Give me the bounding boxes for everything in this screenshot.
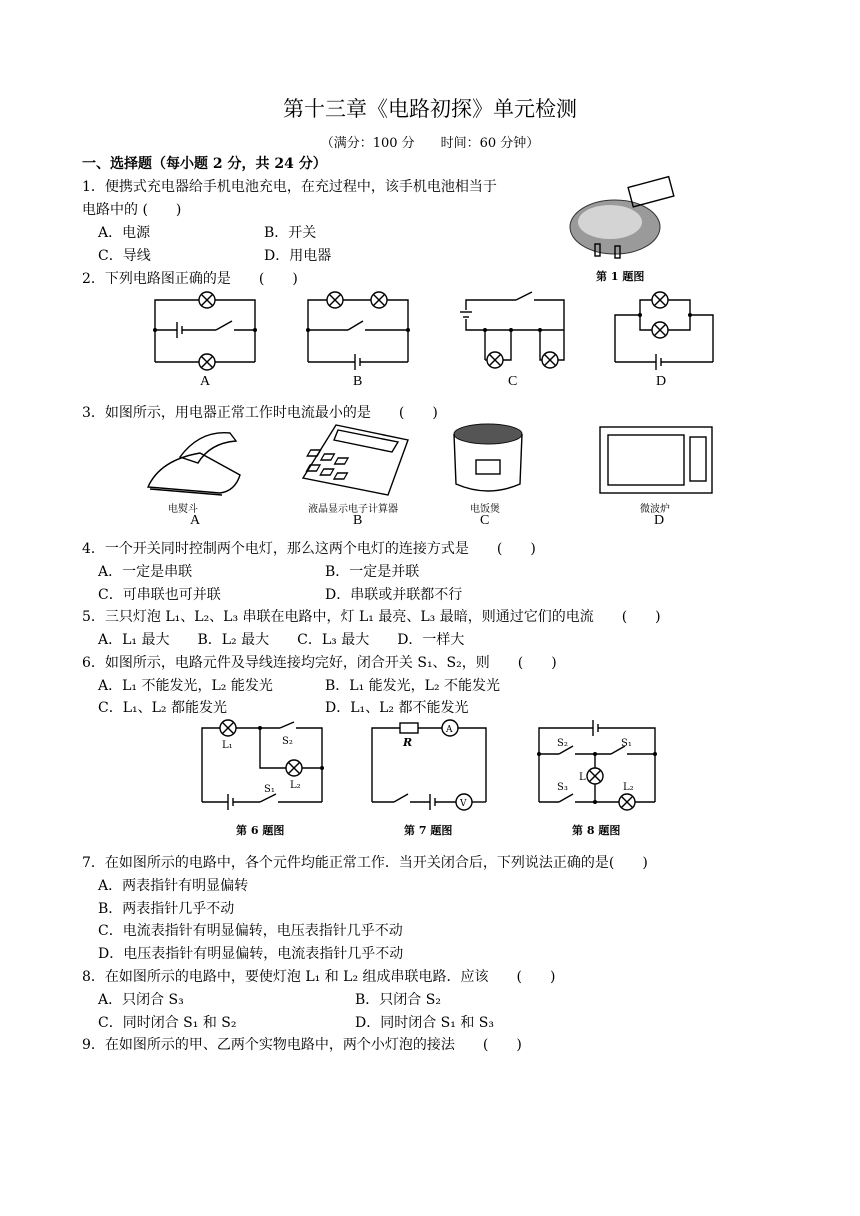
fig6-s2-label: S₂ <box>282 736 293 747</box>
q8-stem: 8．在如图所示的电路中，要使灯泡 L₁ 和 L₂ 组成串联电路．应该 ( ) <box>82 969 556 985</box>
q3-item-d-name: 微波炉 <box>640 504 670 515</box>
q2-circuit-c <box>456 290 576 370</box>
q2-label-b: B <box>353 374 363 389</box>
q7-option-d: D．电压表指针有明显偏转，电流表指针几乎不动 <box>98 946 404 962</box>
fig8-s3-label: S₃ <box>557 782 568 793</box>
q1-option-a: A．电源 <box>98 225 151 241</box>
q8-option-d: D．同时闭合 S₁ 和 S₃ <box>355 1015 494 1031</box>
fig7-circuit <box>368 718 493 810</box>
q3-item-c-letter: C <box>480 513 490 528</box>
fig6-caption: 第 6 题图 <box>236 824 285 837</box>
q2-stem: 2．下列电路图正确的是 ( ) <box>82 271 298 287</box>
fig6-l1-label: L₁ <box>222 740 233 751</box>
q4-option-b: B．一定是并联 <box>325 564 420 580</box>
q4-option-a: A．一定是串联 <box>98 564 193 580</box>
q2-circuit-d <box>610 290 720 370</box>
q6-stem: 6．如图所示，电路元件及导线连接均完好，闭合开关 S₁、S₂，则 ( ) <box>82 655 557 671</box>
q2-label-d: D <box>656 374 667 389</box>
q1-stem-line1: 1．便携式充电器给手机电池充电，在充过程中，该手机电池相当于 <box>82 179 497 195</box>
q6-option-b: B．L₁ 能发光，L₂ 不能发光 <box>325 678 501 694</box>
q1-option-b: B．开关 <box>264 225 317 241</box>
fig8-s1-label: S₁ <box>621 738 632 749</box>
q1-stem-line2: 电路中的 ( ) <box>82 202 182 218</box>
section-heading: 一、选择题（每小题 2 分，共 24 分） <box>82 156 327 172</box>
q4-option-d: D．串联或并联都不行 <box>325 587 463 603</box>
q6-option-d: D．L₁、L₂ 都不能发光 <box>325 700 469 716</box>
electric-iron-image <box>140 425 250 500</box>
q8-option-a: A．只闭合 S₃ <box>98 992 184 1008</box>
q4-option-c: C．可串联也可并联 <box>98 587 221 603</box>
calculator-image <box>298 420 413 500</box>
fig7-voltmeter-label: V <box>460 799 467 809</box>
charger-image <box>560 172 680 262</box>
q2-label-a: A <box>200 374 211 389</box>
q1-option-c: C．导线 <box>98 248 151 264</box>
q3-item-a-name: 电熨斗 <box>168 504 198 515</box>
q8-option-b: B．只闭合 S₂ <box>355 992 441 1008</box>
q7-option-a: A．两表指针有明显偏转 <box>98 878 249 894</box>
fig7-ammeter-label: A <box>446 725 453 735</box>
fig6-s1-label: S₁ <box>264 784 275 795</box>
q2-circuit-b <box>303 290 413 370</box>
page-subtitle: （满分：100 分 时间：60 分钟） <box>320 136 540 151</box>
fig6-circuit <box>198 718 328 810</box>
q3-item-c-name: 电饭煲 <box>470 504 500 515</box>
q8-option-c: C．同时闭合 S₁ 和 S₂ <box>98 1015 237 1031</box>
rice-cooker-image <box>448 420 528 498</box>
fig7-caption: 第 7 题图 <box>404 824 453 837</box>
q2-label-c: C <box>508 374 518 389</box>
q2-circuit-a <box>150 290 260 370</box>
fig8-caption: 第 8 题图 <box>572 824 621 837</box>
fig6-l2-label: L₂ <box>290 780 301 791</box>
q7-option-b: B．两表指针几乎不动 <box>98 901 235 917</box>
q3-stem: 3．如图所示，用电器正常工作时电流最小的是 ( ) <box>82 405 438 421</box>
q6-option-c: C．L₁、L₂ 都能发光 <box>98 700 227 716</box>
fig8-l-label: L <box>579 772 586 783</box>
q1-option-d: D．用电器 <box>264 248 332 264</box>
q4-stem: 4．一个开关同时控制两个电灯，那么这两个电灯的连接方式是 ( ) <box>82 541 536 557</box>
q3-item-a-letter: A <box>190 513 201 528</box>
microwave-image <box>598 425 716 495</box>
fig8-circuit <box>535 718 660 810</box>
fig8-l2-label: L₂ <box>623 782 634 793</box>
q3-item-b-letter: B <box>353 513 363 528</box>
q6-option-a: A．L₁ 不能发光，L₂ 能发光 <box>98 678 273 694</box>
fig8-s2-label: S₂ <box>557 738 568 749</box>
q9-stem: 9．在如图所示的甲、乙两个实物电路中，两个小灯泡的接法 ( ) <box>82 1037 522 1053</box>
fig7-r-label: R <box>403 736 413 749</box>
q7-stem: 7．在如图所示的电路中，各个元件均能正常工作．当开关闭合后，下列说法正确的是( ) <box>82 855 648 871</box>
q3-item-b-name: 液晶显示电子计算器 <box>308 504 398 515</box>
q5-stem: 5．三只灯泡 L₁、L₂、L₃ 串联在电路中，灯 L₁ 最亮、L₃ 最暗，则通过它们的电流 ( ) <box>82 609 661 625</box>
q7-option-c: C．电流表指针有明显偏转，电压表指针几乎不动 <box>98 923 403 939</box>
q5-options: A．L₁ 最大 B．L₂ 最大 C．L₃ 最大 D．一样大 <box>98 632 465 648</box>
q3-item-d-letter: D <box>654 513 665 528</box>
q1-figure-caption: 第 1 题图 <box>596 270 645 283</box>
page-title: 第十三章《电路初探》单元检测 <box>283 97 577 121</box>
